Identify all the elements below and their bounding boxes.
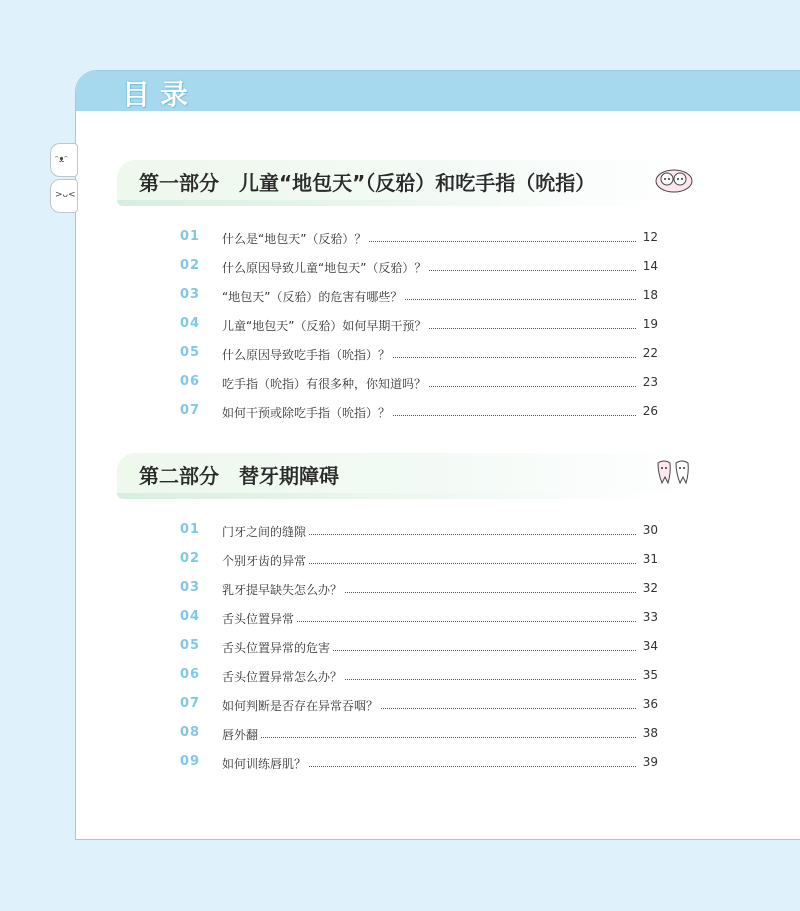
item-number: 06: [180, 374, 201, 389]
dot-leader: [222, 737, 636, 738]
item-number: 02: [180, 258, 201, 273]
tooth-tab-1: [50, 143, 78, 177]
section-title: 第二部分 替牙期障碍: [139, 464, 339, 488]
item-title: 舌头位置异常怎么办？: [222, 668, 345, 685]
toc-row[interactable]: [178, 725, 658, 747]
tooth-friends-icon: [654, 457, 694, 487]
item-number: 03: [180, 580, 201, 595]
item-page: 38: [640, 726, 658, 740]
item-page: 35: [640, 668, 658, 682]
tooth-face-icon: >ᴗ<: [55, 190, 76, 200]
item-title: 如何训练唇肌？: [222, 755, 309, 772]
item-page: 39: [640, 755, 658, 769]
toc-row[interactable]: [178, 229, 658, 251]
item-page: 31: [640, 552, 658, 566]
toc-row[interactable]: [178, 696, 658, 718]
item-page: 26: [640, 404, 658, 418]
toc-row[interactable]: [178, 754, 658, 776]
item-title: 唇外翻: [222, 726, 261, 743]
item-title: 个别牙齿的异常: [222, 552, 309, 569]
item-title: 什么是“地包天”（反𬌗）？: [222, 230, 369, 247]
toc-row[interactable]: [178, 316, 658, 338]
item-page: 23: [640, 375, 658, 389]
item-title: 乳牙提早缺失怎么办？: [222, 581, 345, 598]
item-number: 04: [180, 609, 201, 624]
section-header-2: [117, 453, 700, 493]
toc-row[interactable]: [178, 667, 658, 689]
tooth-pillow-icon: [654, 164, 694, 194]
item-page: 36: [640, 697, 658, 711]
toc-row[interactable]: [178, 374, 658, 396]
item-page: 12: [640, 230, 658, 244]
item-number: 01: [180, 522, 201, 537]
item-title: 门牙之间的缝隙: [222, 523, 309, 540]
item-title: “地包天”（反𬌗）的危害有哪些？: [222, 288, 405, 305]
item-page: 34: [640, 639, 658, 653]
toc-row[interactable]: [178, 609, 658, 631]
item-number: 03: [180, 287, 201, 302]
item-number: 05: [180, 345, 201, 360]
card-header: [76, 71, 800, 111]
item-page: 14: [640, 259, 658, 273]
item-number: 08: [180, 725, 201, 740]
item-title: 儿童“地包天”（反𬌗）如何早期干预？: [222, 317, 429, 334]
item-number: 07: [180, 403, 201, 418]
page-title: 目录: [122, 78, 199, 111]
section-title: 第一部分 儿童“地包天”（反𬌗）和吃手指（吮指）: [139, 171, 596, 195]
item-title: 什么原因导致儿童“地包天”（反𬌗）？: [222, 259, 429, 276]
item-title: 吃手指（吮指）有很多种，你知道吗？: [222, 375, 429, 392]
item-title: 什么原因导致吃手指（吮指）？: [222, 346, 393, 363]
toc-row[interactable]: [178, 403, 658, 425]
item-number: 07: [180, 696, 201, 711]
toc-row[interactable]: [178, 258, 658, 280]
item-number: 06: [180, 667, 201, 682]
tooth-tab-2: [50, 179, 78, 213]
tooth-face-icon: ᵔᴥᵔ: [55, 155, 68, 165]
item-number: 04: [180, 316, 201, 331]
section-header-1: [117, 160, 700, 200]
item-page: 33: [640, 610, 658, 624]
toc-row[interactable]: [178, 638, 658, 660]
item-page: 22: [640, 346, 658, 360]
item-page: 19: [640, 317, 658, 331]
item-title: 舌头位置异常: [222, 610, 297, 627]
item-number: 05: [180, 638, 201, 653]
toc-row[interactable]: [178, 522, 658, 544]
toc-row[interactable]: [178, 287, 658, 309]
item-page: 18: [640, 288, 658, 302]
toc-row[interactable]: [178, 345, 658, 367]
item-number: 02: [180, 551, 201, 566]
toc-row[interactable]: [178, 551, 658, 573]
item-title: 舌头位置异常的危害: [222, 639, 333, 656]
item-title: 如何干预或除吃手指（吮指）？: [222, 404, 393, 421]
item-page: 32: [640, 581, 658, 595]
item-number: 09: [180, 754, 201, 769]
item-page: 30: [640, 523, 658, 537]
toc-row[interactable]: [178, 580, 658, 602]
item-title: 如何判断是否存在异常吞咽？: [222, 697, 381, 714]
item-number: 01: [180, 229, 201, 244]
